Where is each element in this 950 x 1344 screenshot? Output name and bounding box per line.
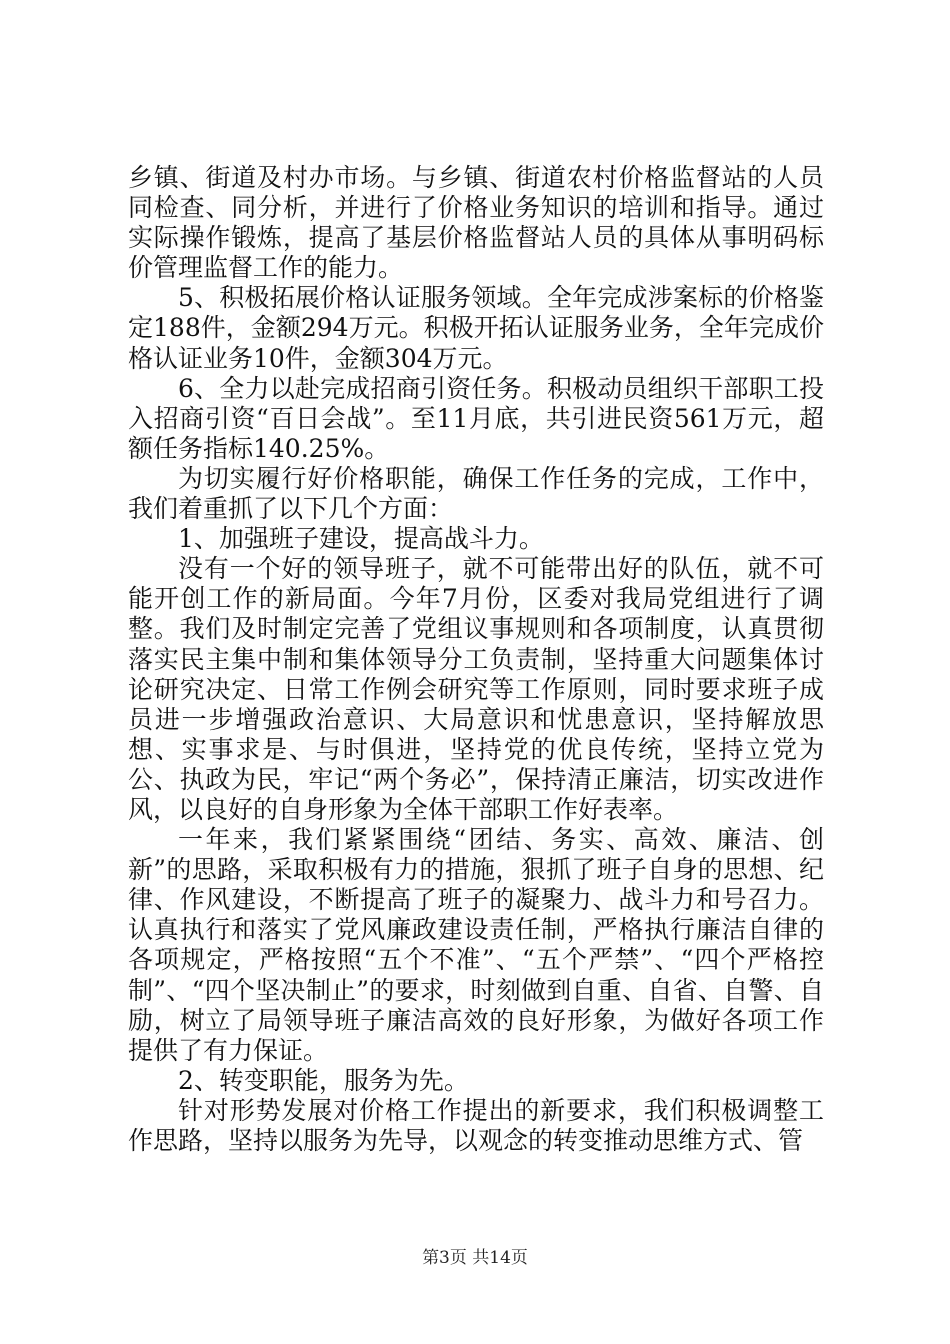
paragraph-1: 乡镇、街道及村办市场。与乡镇、街道农村价格监督站的人员同检查、同分析，并进行了价格业务知识的培训和指导。通过实际操作锻炼，提高了基层价格监督站人员的具体从事明码标价管理监督工作的能力。	[128, 163, 824, 283]
paragraph-5: 没有一个好的领导班子，就不可能带出好的队伍，就不可能开创工作的新局面。今年7月份，区委对我局党组进行了调整。我们及时制定完善了党组议事规则和各项制度，认真贯彻落实民主集中制和集体领导分工负责制，坚持重大问题集体讨论研究决定、日常工作例会研究等工作原则，同时要求班子成员进一步增强政治意识、大局意识和忧患意识，坚持解放思想、实事求是、与时俱进，坚持党的优良传统，坚持立党为公、执政为民，牢记“两个务必”，保持清正廉洁，切实改进作风，以良好的自身形象为全体干部职工作好表率。	[128, 554, 824, 824]
section-heading-2: 2、转变职能，服务为先。	[178, 1065, 469, 1095]
paragraph-7: 针对形势发展对价格工作提出的新要求，我们积极调整工作思路，坚持以服务为先导，以观念的转变推动思维方式、管	[128, 1095, 824, 1155]
paragraph-4: 为切实履行好价格职能，确保工作任务的完成，工作中，我们着重抓了以下几个方面：	[128, 463, 824, 524]
section-heading-1: 1、加强班子建设，提高战斗力。	[178, 524, 544, 554]
paragraph-2: 5、积极拓展价格认证服务领域。全年完成涉案标的价格鉴定188件，金额294万元。积极开拓认证服务业务，全年完成价格认证业务10件，金额304万元。	[128, 283, 824, 373]
paragraph-6: 一年来，我们紧紧围绕“团结、务实、高效、廉洁、创新”的思路，采取积极有力的措施，狠抓了班子自身的思想、纪律、作风建设，不断提高了班子的凝聚力、战斗力和号召力。认真执行和落实了党风廉政建设责任制，严格执行廉洁自律的各项规定，严格按照“五个不准”、“五个严禁”、“四个严格控制”、“四个坚决制止”的要求，时刻做到自重、自省、自警、自励，树立了局领导班子廉洁高效的良好形象，为做好各项工作提供了有力保证。	[128, 825, 824, 1065]
page-number-footer: 第3页 共14页	[422, 1248, 528, 1268]
paragraph-3: 6、全力以赴完成招商引资任务。积极动员组织干部职工投入招商引资“百日会战”。至11月底，共引进民资561万元，超额任务指标140.25%。	[128, 373, 824, 463]
document-body	[128, 163, 824, 1156]
